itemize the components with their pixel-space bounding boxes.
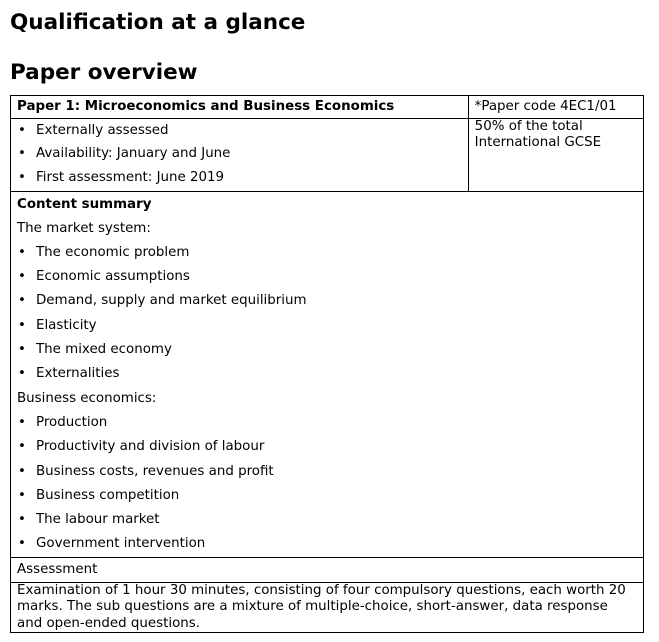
assessment-text-row bbox=[11, 582, 644, 633]
assessment-label-row bbox=[11, 557, 644, 582]
paper-weighting: 50% of the total International GCSE bbox=[468, 119, 643, 192]
page-title: Qualification at a glance bbox=[10, 10, 306, 35]
list-item: • The mixed economy bbox=[17, 338, 637, 362]
market-system-list bbox=[17, 241, 637, 387]
list-item: • Externally assessed bbox=[17, 119, 462, 142]
list-item: • The economic problem bbox=[17, 241, 637, 265]
list-item: • Business costs, revenues and profit bbox=[17, 460, 637, 484]
business-economics-label: Business economics: bbox=[17, 390, 157, 406]
list-item: • Production bbox=[17, 411, 637, 435]
paper-overview-table bbox=[10, 95, 644, 633]
list-item: • Externalities bbox=[17, 362, 637, 386]
list-item: • Elasticity bbox=[17, 314, 637, 338]
content-summary-cell bbox=[11, 191, 644, 557]
list-item: • Productivity and division of labour bbox=[17, 435, 637, 459]
list-item: • Business competition bbox=[17, 484, 637, 508]
paper-header-row bbox=[11, 96, 644, 119]
assessment-text: Examination of 1 hour 30 minutes, consisting of four compulsory questions, each worth 20 marks. The sub questions are a mixture of multiple-choice, short-answer, data response and open-ended questions. bbox=[11, 582, 644, 633]
assessment-label: Assessment bbox=[11, 557, 644, 582]
list-item: • Economic assumptions bbox=[17, 265, 637, 289]
paper-details-list bbox=[17, 119, 462, 191]
list-item: • The labour market bbox=[17, 508, 637, 532]
list-item: • Demand, supply and market equilibrium bbox=[17, 289, 637, 313]
market-system-label: The market system: bbox=[17, 220, 151, 236]
paper-title: Paper 1: Microeconomics and Business Economics bbox=[11, 96, 469, 119]
paper-details-cell bbox=[11, 119, 469, 192]
content-summary-row bbox=[11, 191, 644, 557]
list-item: • Availability: January and June bbox=[17, 142, 462, 166]
paper-code: *Paper code 4EC1/01 bbox=[468, 96, 643, 119]
list-item: • First assessment: June 2019 bbox=[17, 166, 462, 190]
content-summary-heading: Content summary bbox=[17, 196, 152, 212]
paper-details-row bbox=[11, 119, 644, 192]
list-item: • Government intervention bbox=[17, 532, 637, 556]
business-economics-list bbox=[17, 411, 637, 557]
section-title: Paper overview bbox=[10, 60, 198, 85]
